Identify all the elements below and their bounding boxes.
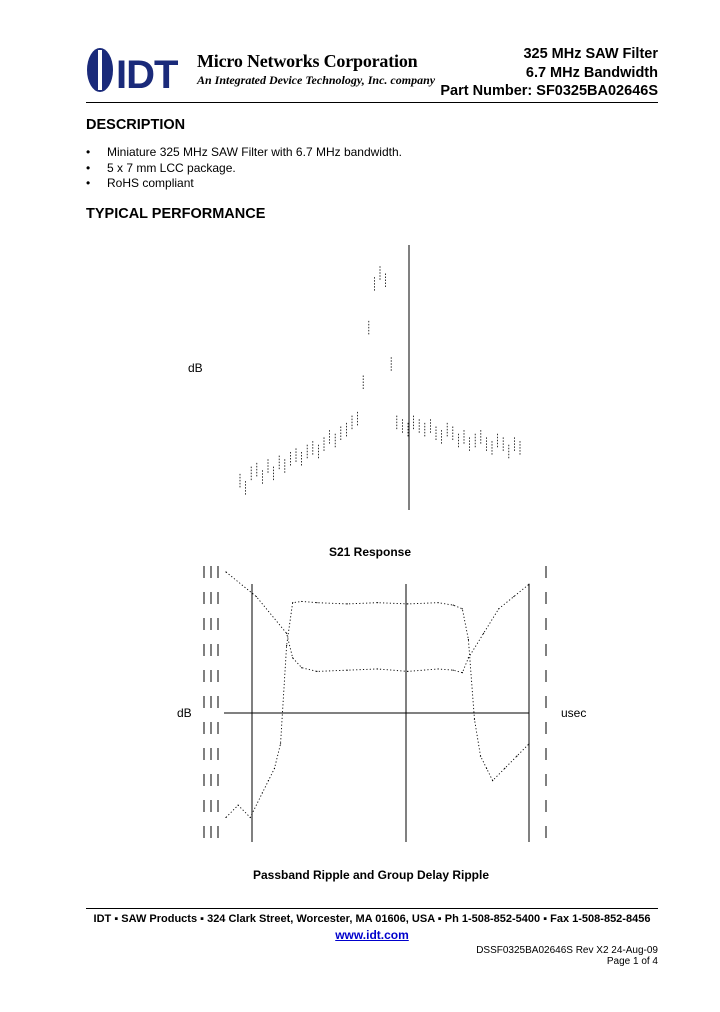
group-delay-point	[513, 596, 514, 597]
list-item: • Miniature 325 MHz SAW Filter with 6.7 MHz bandwidth.	[86, 145, 402, 161]
website-link[interactable]: www.idt.com	[335, 928, 409, 942]
passband-point	[301, 601, 302, 602]
ripple-title: Passband Ripple and Group Delay Ripple	[252, 868, 490, 882]
passband-point	[474, 719, 475, 720]
performance-title: TYPICAL PERFORMANCE	[86, 206, 266, 222]
passband-point	[316, 602, 317, 603]
group-delay-point	[377, 668, 378, 669]
company-name: Micro Networks Corporation	[197, 51, 418, 71]
passband-point	[486, 768, 487, 769]
passband-point	[516, 755, 517, 756]
passband-point	[238, 805, 239, 806]
group-delay-point	[347, 670, 348, 671]
page-number: Page 1 of 4	[606, 956, 658, 967]
document-id: DSSF0325BA02646S Rev X2 24-Aug-09	[476, 945, 658, 956]
group-delay-point	[498, 608, 499, 609]
header-divider	[86, 102, 658, 103]
passband-point	[347, 603, 348, 604]
passband-point	[504, 768, 505, 769]
s21-ylabel: dB	[188, 361, 203, 375]
footer-contact: IDT ▪ SAW Products ▪ 324 Clark Street, Worcester, MA 01606, USA ▪ Ph 1-508-852-5400 ▪ Fax 1-508-852-8456	[93, 913, 651, 925]
logo-text: IDT	[116, 53, 178, 96]
group-delay-point	[292, 657, 293, 658]
product-header	[440, 45, 658, 101]
ripple-y2label: usec	[561, 706, 587, 720]
group-delay-point	[453, 670, 454, 671]
group-delay-point	[438, 668, 439, 669]
s21-chart	[230, 245, 530, 515]
s21-title: S21 Response	[328, 545, 412, 559]
group-delay-point	[407, 671, 408, 672]
product-bandwidth: 6.7 MHz Bandwidth	[525, 64, 658, 81]
list-item: • RoHS compliant	[86, 176, 402, 192]
group-delay-point	[462, 672, 463, 673]
description-title: DESCRIPTION	[86, 117, 186, 133]
group-delay-point	[528, 584, 529, 585]
passband-point	[280, 743, 281, 744]
group-delay-point	[468, 657, 469, 658]
group-delay-series	[226, 572, 529, 673]
group-delay-point	[225, 571, 226, 572]
passband-point	[528, 743, 529, 744]
passband-point	[480, 755, 481, 756]
passband-point	[286, 645, 287, 646]
part-number: Part Number: SF0325BA02646S	[440, 83, 658, 99]
footer-divider	[86, 908, 658, 909]
group-delay-point	[483, 633, 484, 634]
passband-point	[462, 608, 463, 609]
group-delay-point	[316, 671, 317, 672]
group-delay-point	[256, 596, 257, 597]
passband-point	[262, 792, 263, 793]
product-title: 325 MHz SAW Filter	[523, 46, 658, 62]
passband-point	[292, 602, 293, 603]
description-list	[86, 145, 402, 192]
passband-point	[250, 817, 251, 818]
passband-point	[225, 817, 226, 818]
passband-point	[453, 605, 454, 606]
passband-point	[468, 639, 469, 640]
passband-point	[438, 602, 439, 603]
group-delay-point	[301, 667, 302, 668]
passband-point	[274, 768, 275, 769]
passband-point	[492, 780, 493, 781]
passband-point	[377, 602, 378, 603]
ripple-ylabel: dB	[177, 706, 192, 720]
company-subtitle: An Integrated Device Technology, Inc. company	[197, 73, 436, 87]
idt-logo	[86, 44, 196, 96]
passband-point	[268, 780, 269, 781]
group-delay-point	[286, 633, 287, 634]
list-item: • 5 x 7 mm LCC package.	[86, 161, 402, 177]
passband-point	[407, 603, 408, 604]
ripple-chart	[196, 562, 566, 862]
